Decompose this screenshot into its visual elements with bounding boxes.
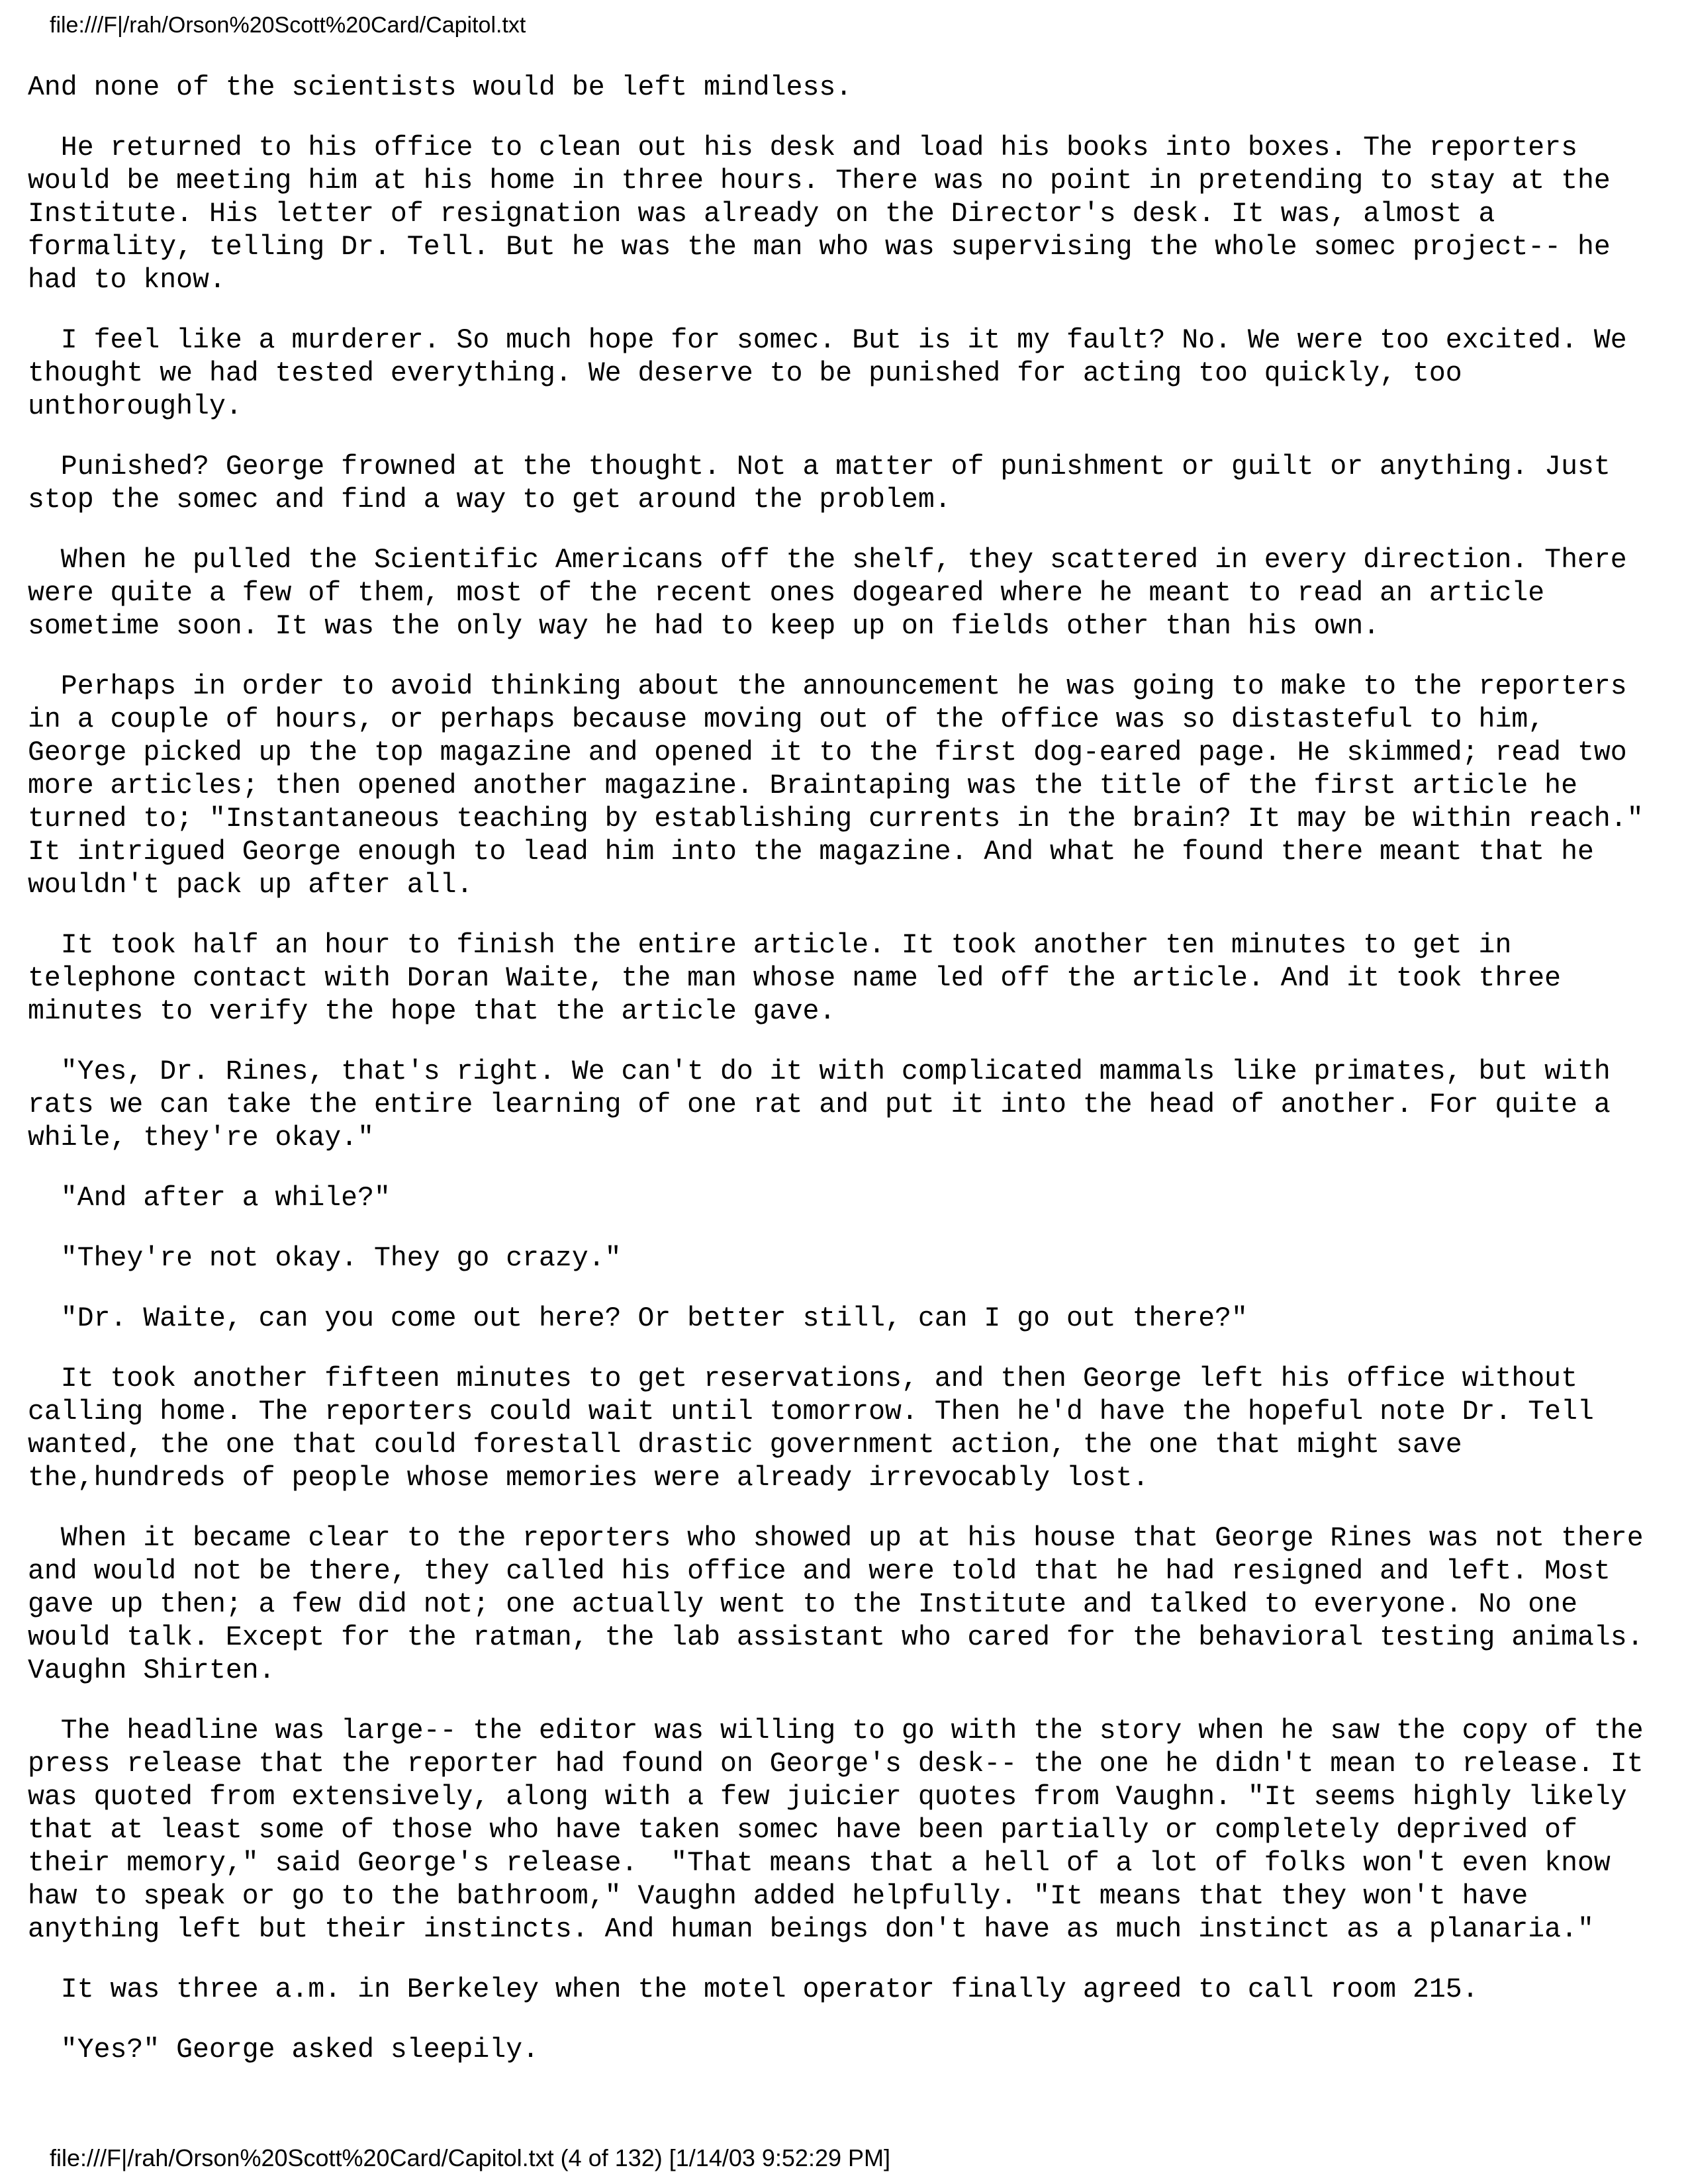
paragraph: "And after a while?" [28, 1183, 391, 1214]
paragraph: It was three a.m. in Berkeley when the motel operator finally agreed to call room 215. [28, 1974, 1479, 2005]
document-body [28, 71, 1669, 2094]
paragraph: "Dr. Waite, can you come out here? Or better still, can I go out there?" [28, 1303, 1248, 1334]
paragraph: The headline was large-- the editor was willing to go with the story when he saw the copy of the press release that the reporter had found on George's desk-- the one he didn't mean to release. It was quoted from extensively, along with a few juicier quotes from Vaughn. "It seems highly likely that at least some of those who have taken somec have been partially or completely deprived of their memory," said George's release. "That means that a hell of a lot of folks won't even know haw to speak or go to the bathroom," Vaughn added helpfully. "It means that they won't have anything left but their instincts. And human beings don't have as much instinct as a planaria." [28, 1715, 1644, 1945]
paragraph: I feel like a murderer. So much hope for somec. But is it my fault? No. We were too excited. We thought we had tested everything. We deserve to be punished for acting too quickly, too unthoroughly. [28, 325, 1627, 422]
paragraph: It took another fifteen minutes to get reservations, and then George left his office without calling home. The reporters could wait until tomorrow. Then he'd have the hopeful note Dr. Tell wanted, the one that could forestall drastic government action, the one that might save the,hundreds of people whose memories were already irrevocably lost. [28, 1363, 1594, 1494]
paragraph: Punished? George frowned at the thought. Not a matter of punishment or guilt or anything. Just stop the somec and find a way to get around the problem. [28, 451, 1611, 516]
paragraph: And none of the scientists would be left mindless. [28, 72, 853, 103]
paragraph: "They're not okay. They go crazy." [28, 1243, 622, 1274]
paragraph: "Yes?" George asked sleepily. [28, 2034, 539, 2066]
paragraph: Perhaps in order to avoid thinking about the announcement he was going to make to the reporters in a couple of hours, or perhaps because moving out of the office was so distasteful to him, George picked up the top magazine and opened it to the first dog-eared page. He skimmed; read two more articles; then opened another magazine. Braintaping was the title of the first article he turned to; "Instantaneous teaching by establishing currents in the brain? It may be within reach." It intrigued George enough to lead him into the magazine. And what he found there meant that he wouldn't pack up after all. [28, 671, 1644, 901]
paragraph: When it became clear to the reporters who showed up at his house that George Rines was not there and would not be there, they called his office and were told that he had resigned and left. Most gave up then; a few did not; one actually went to the Institute and talked to everyone. No one would talk. Except for the ratman, the lab assistant who cared for the behavioral testing animals. Vaughn Shirten. [28, 1523, 1644, 1686]
paragraph: It took half an hour to finish the entire article. It took another ten minutes to get in telephone contact with Doran Waite, the man whose name led off the article. And it took three minutes to verify the hope that the article gave. [28, 930, 1562, 1027]
paragraph: "Yes, Dr. Rines, that's right. We can't do it with complicated mammals like primates, but with rats we can take the entire learning of one rat and put it into the head of another. For quite a while, they're okay." [28, 1056, 1611, 1154]
file-path-footer: file:///F|/rah/Orson%20Scott%20Card/Capitol.txt (4 of 132) [1/14/03 9:52:29 PM] [50, 2144, 891, 2171]
file-path-header: file:///F|/rah/Orson%20Scott%20Card/Capitol.txt [50, 13, 526, 38]
paragraph: When he pulled the Scientific Americans off the shelf, they scattered in every direction. There were quite a few of them, most of the recent ones dogeared where he meant to read an article sometime soon. It was the only way he had to keep up on fields other than his own. [28, 545, 1627, 642]
paragraph: He returned to his office to clean out his desk and load his books into boxes. The reporters would be meeting him at his home in three hours. There was no point in pretending to stay at the Institute. His letter of resignation was already on the Director's desk. It was, almost a formality, telling Dr. Tell. But he was the man who was supervising the whole somec project-- he had to know. [28, 132, 1611, 296]
